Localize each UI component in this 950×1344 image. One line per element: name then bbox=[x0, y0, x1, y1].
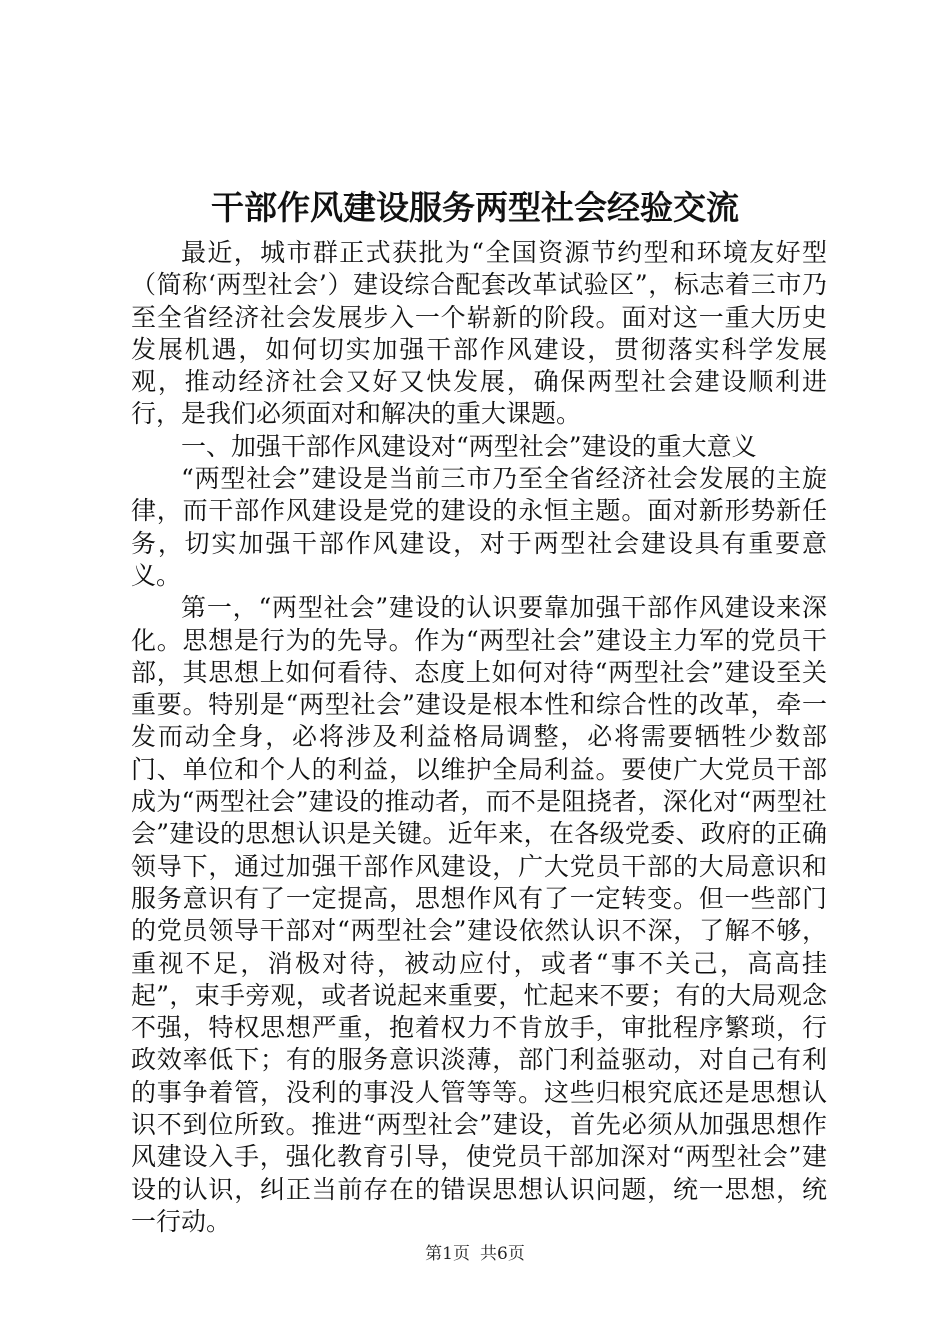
page-number: 第1页 bbox=[425, 1244, 470, 1264]
document-body bbox=[131, 237, 827, 1238]
page-footer bbox=[0, 1242, 950, 1266]
section-heading: 一、加强干部作风建设对“两型社会”建设的重大意义 bbox=[181, 431, 757, 461]
paragraph-intro: 最近，城市群正式获批为“全国资源节约型和环境友好型（简称‘两型社会’）建设综合配套改革试验区”，标志着三市乃至全省经济社会发展步入一个崭新的阶段。面对这一重大历史发展机遇，如何切实加强干部作风建设，贯彻落实科学发展观，推动经济社会又好又快发展，确保两型社会建设顺利进行，是我们必须面对和解决的重大课题。 bbox=[131, 238, 827, 429]
page-total: 共6页 bbox=[480, 1244, 525, 1264]
paragraph-significance: “两型社会”建设是当前三市乃至全省经济社会发展的主旋律，而干部作风建设是党的建设的永恒主题。面对新形势新任务，切实加强干部作风建设，对于两型社会建设具有重要意义。 bbox=[131, 464, 827, 590]
paragraph-first-point: 第一，“两型社会”建设的认识要靠加强干部作风建设来深化。思想是行为的先导。作为“两型社会”建设主力军的党员干部，其思想上如何看待、态度上如何对待“两型社会”建设至关重要。特别是“两型社会”建设是根本性和综合性的改革，牵一发而动全身，必将涉及利益格局调整，必将需要牺牲少数部门、单位和个人的利益，以维护全局利益。要使广大党员干部成为“两型社会”建设的推动者，而不是阻挠者，深化对“两型社会”建设的思想认识是关键。近年来，在各级党委、政府的正确领导下，通过加强干部作风建设，广大党员干部的大局意识和服务意识有了一定提高，思想作风有了一定转变。但一些部门的党员领导干部对“两型社会”建设依然认识不深，了解不够，重视不足，消极对待，被动应付，或者“事不关己，高高挂起”，束手旁观，或者说起来重要，忙起来不要；有的大局观念不强，特权思想严重，抱着权力不肯放手，审批程序繁琐，行政效率低下；有的服务意识淡薄，部门利益驱动，对自己有利的事争着管，没利的事没人管等等。这些归根究底还是思想认识不到位所致。推进“两型社会”建设，首先必须从加强思想作风建设入手，强化教育引导，使党员干部加深对“两型社会”建设的认识，纠正当前存在的错误思想认识问题，统一思想，统一行动。 bbox=[131, 593, 827, 1236]
document-title: 干部作风建设服务两型社会经验交流 bbox=[211, 188, 739, 227]
